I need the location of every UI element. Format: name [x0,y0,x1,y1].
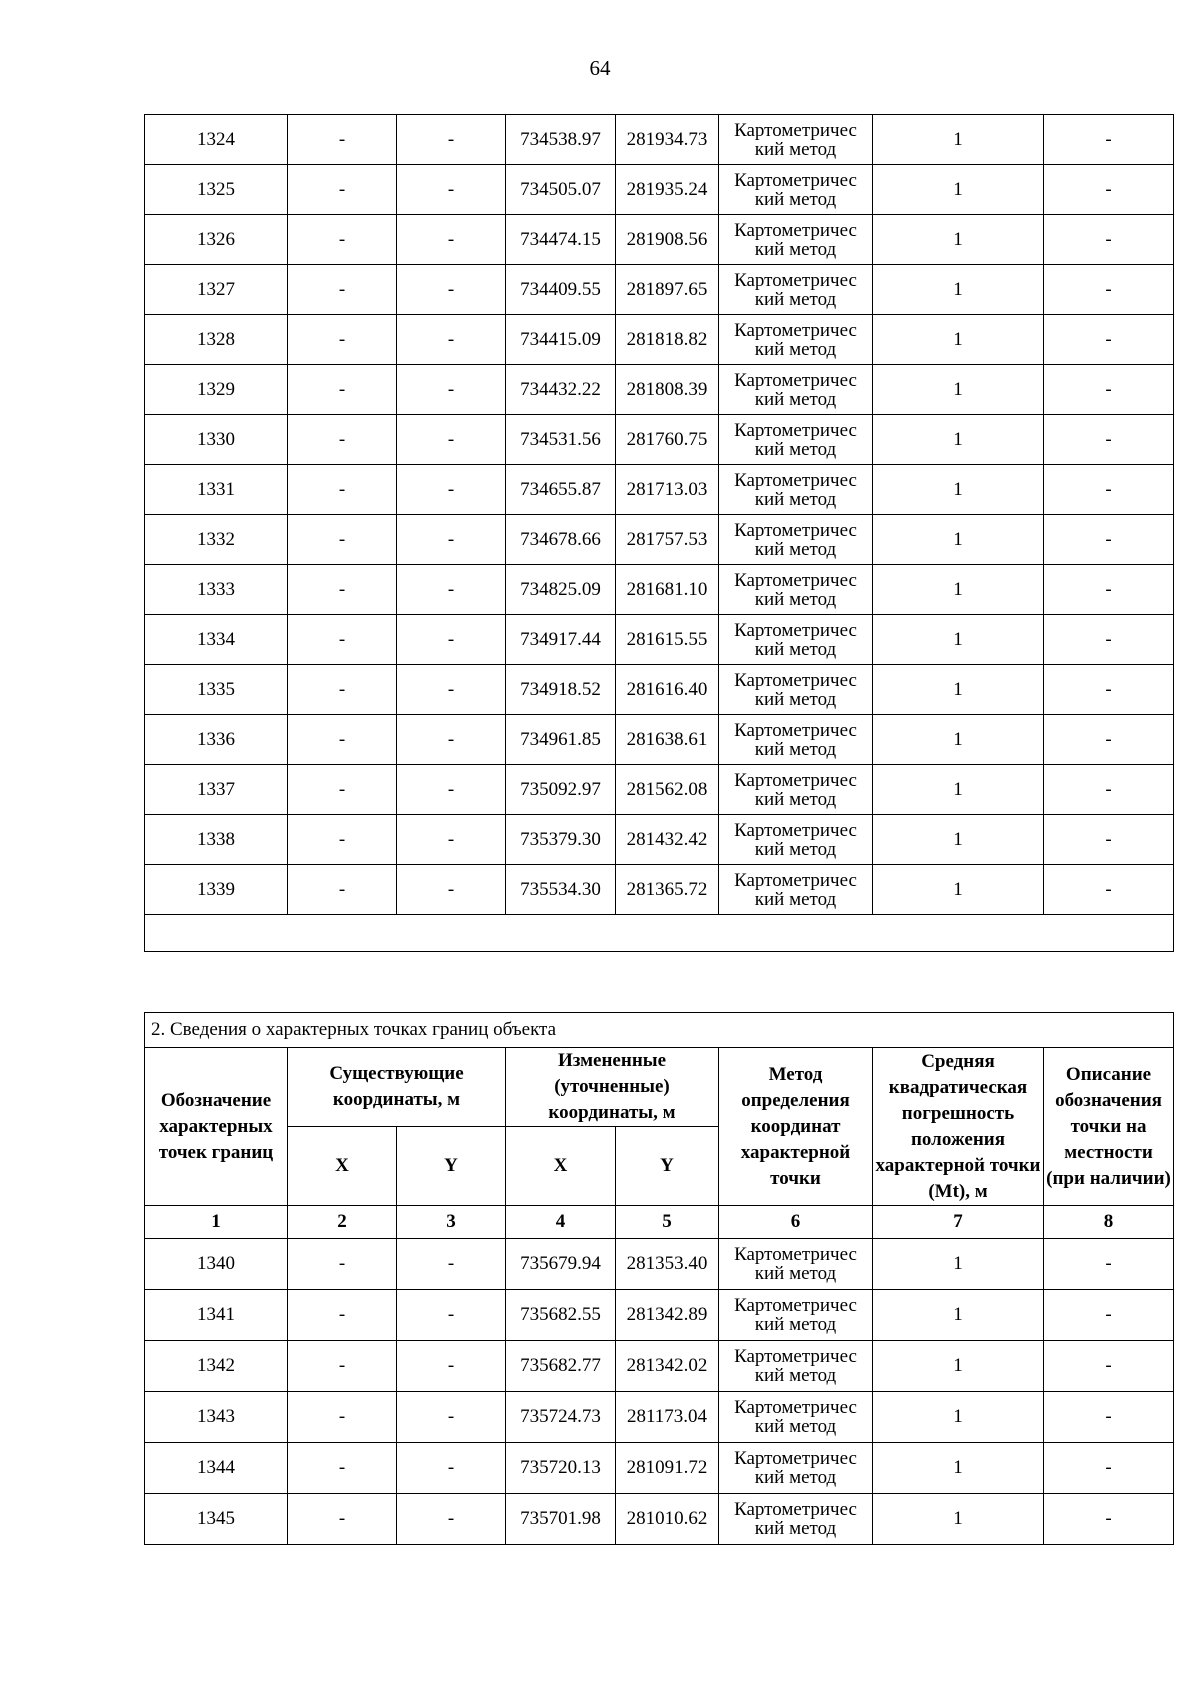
table-row [145,615,1174,665]
cell-point-id: 1332 [145,515,288,565]
table-row [145,415,1174,465]
cell-changed-y: 281935.24 [616,165,719,215]
cell-point-id: 1344 [145,1443,288,1494]
cell-mean-error: 1 [873,165,1044,215]
cell-existing-x: - [288,415,397,465]
cell-changed-x: 735720.13 [506,1443,616,1494]
cell-method [719,865,873,915]
cell-changed-y: 281760.75 [616,415,719,465]
column-number: 7 [873,1206,1044,1239]
cell-description: - [1044,265,1174,315]
cell-changed-x: 734531.56 [506,415,616,465]
cell-changed-y: 281365.72 [616,865,719,915]
cell-changed-y: 281173.04 [616,1392,719,1443]
cell-changed-x: 734825.09 [506,565,616,615]
cell-mean-error: 1 [873,215,1044,265]
method-text-line: Картометричес [734,719,857,741]
cell-description: - [1044,615,1174,665]
method-text-line: Картометричес [734,569,857,591]
cell-existing-y: - [397,315,506,365]
cell-existing-x: - [288,1494,397,1545]
method-text-line: Картометричес [734,1244,857,1265]
table-row [145,865,1174,915]
method-text-line: Картометричес [734,619,857,641]
cell-changed-y: 281681.10 [616,565,719,615]
method-text-line: кий метод [754,538,837,560]
cell-existing-x: - [288,365,397,415]
cell-existing-y: - [397,815,506,865]
cell-existing-y: - [397,1239,506,1290]
cell-existing-y: - [397,1443,506,1494]
cell-changed-x: 734505.07 [506,165,616,215]
cell-changed-y: 281616.40 [616,665,719,715]
boundary-points-table [144,1012,1174,1545]
cell-point-id: 1327 [145,265,288,315]
cell-existing-y: - [397,115,506,165]
cell-description: - [1044,565,1174,615]
cell-changed-y: 281757.53 [616,515,719,565]
cell-point-id: 1338 [145,815,288,865]
method-text-line: кий метод [754,138,837,160]
cell-description: - [1044,315,1174,365]
cell-mean-error: 1 [873,565,1044,615]
cell-changed-y: 281091.72 [616,1443,719,1494]
cell-mean-error: 1 [873,465,1044,515]
cell-changed-x: 735534.30 [506,865,616,915]
cell-existing-x: - [288,1392,397,1443]
column-number-row [145,1206,1174,1239]
table-row [145,1239,1174,1290]
cell-mean-error: 1 [873,515,1044,565]
method-text-line: Картометричес [734,1397,857,1418]
header-existing-y: Y [397,1127,506,1206]
cell-point-id: 1345 [145,1494,288,1545]
method-text-line: Картометричес [734,1499,857,1520]
table-row [145,115,1174,165]
cell-changed-y: 281908.56 [616,215,719,265]
table-row [145,365,1174,415]
cell-changed-y: 281010.62 [616,1494,719,1545]
method-text-line: Картометричес [734,469,857,491]
cell-changed-y: 281818.82 [616,315,719,365]
cell-changed-x: 734538.97 [506,115,616,165]
cell-description: - [1044,165,1174,215]
cell-method [719,1443,873,1494]
method-text-line: Картометричес [734,119,857,141]
cell-description: - [1044,465,1174,515]
method-text-line: кий метод [754,788,837,810]
cell-existing-x: - [288,265,397,315]
cell-existing-y: - [397,715,506,765]
cell-mean-error: 1 [873,415,1044,465]
header-changed-y: Y [616,1127,719,1206]
cell-existing-x: - [288,715,397,765]
cell-existing-x: - [288,1290,397,1341]
cell-changed-x: 734432.22 [506,365,616,415]
cell-mean-error: 1 [873,1443,1044,1494]
cell-method [719,1494,873,1545]
cell-method [719,1392,873,1443]
table-row [145,665,1174,715]
method-text-line: кий метод [754,588,837,610]
cell-mean-error: 1 [873,665,1044,715]
cell-changed-x: 735682.77 [506,1341,616,1392]
method-text-line: кий метод [754,288,837,310]
method-text-line: Картометричес [734,669,857,691]
cell-description: - [1044,1239,1174,1290]
cell-existing-y: - [397,1494,506,1545]
cell-description: - [1044,1290,1174,1341]
method-text-line: Картометричес [734,769,857,791]
cell-existing-x: - [288,315,397,365]
cell-existing-y: - [397,1392,506,1443]
method-text-line: кий метод [754,738,837,760]
table-row [145,515,1174,565]
table-row [145,815,1174,865]
page-number: 64 [589,56,611,80]
method-text-line: Картометричес [734,1295,857,1316]
cell-method [719,565,873,615]
cell-mean-error: 1 [873,1341,1044,1392]
cell-point-id: 1336 [145,715,288,765]
cell-mean-error: 1 [873,1239,1044,1290]
cell-description: - [1044,815,1174,865]
cell-existing-y: - [397,665,506,715]
cell-changed-x: 734917.44 [506,615,616,665]
cell-changed-x: 735379.30 [506,815,616,865]
cell-changed-x: 735092.97 [506,765,616,815]
method-text-line: кий метод [754,488,837,510]
cell-changed-x: 735679.94 [506,1239,616,1290]
empty-row [145,915,1174,952]
cell-description: - [1044,1392,1174,1443]
method-text-line: Картометричес [734,519,857,541]
column-number: 8 [1044,1206,1174,1239]
cell-existing-x: - [288,1443,397,1494]
cell-changed-y: 281342.02 [616,1341,719,1392]
cell-point-id: 1329 [145,365,288,415]
cell-description: - [1044,515,1174,565]
cell-method [719,465,873,515]
cell-existing-y: - [397,365,506,415]
cell-method [719,515,873,565]
table-row [145,1290,1174,1341]
cell-mean-error: 1 [873,815,1044,865]
method-text-line: Картометричес [734,1346,857,1367]
method-text-line: кий метод [754,1518,837,1539]
cell-changed-x: 734415.09 [506,315,616,365]
header-mean-error: Средняя квадратическая погрешность положения характерной точки (Mt), м [873,1048,1044,1206]
table-row [145,765,1174,815]
table-row [145,315,1174,365]
cell-changed-y: 281432.42 [616,815,719,865]
cell-changed-y: 281562.08 [616,765,719,815]
cell-existing-y: - [397,765,506,815]
cell-mean-error: 1 [873,1494,1044,1545]
method-text-line: Картометричес [734,419,857,441]
method-text-line: кий метод [754,888,837,910]
cell-mean-error: 1 [873,615,1044,665]
method-text-line: кий метод [754,388,837,410]
cell-mean-error: 1 [873,1290,1044,1341]
cell-existing-y: - [397,865,506,915]
cell-existing-y: - [397,515,506,565]
cell-existing-y: - [397,215,506,265]
method-text-line: кий метод [754,438,837,460]
cell-existing-x: - [288,765,397,815]
cell-existing-y: - [397,415,506,465]
method-text-line: Картометричес [734,1448,857,1469]
cell-description: - [1044,665,1174,715]
table-row [145,1494,1174,1545]
cell-description: - [1044,215,1174,265]
empty-cell [145,915,1174,952]
cell-existing-x: - [288,565,397,615]
cell-point-id: 1325 [145,165,288,215]
header-changed-x: X [506,1127,616,1206]
cell-point-id: 1342 [145,1341,288,1392]
column-number: 1 [145,1206,288,1239]
cell-point-id: 1334 [145,615,288,665]
header-changed-coords: Измененные (уточненные) координаты, м [506,1048,719,1127]
cell-description: - [1044,1494,1174,1545]
cell-point-id: 1324 [145,115,288,165]
cell-method [719,115,873,165]
table-row [145,465,1174,515]
cell-existing-x: - [288,215,397,265]
method-text-line: кий метод [754,1365,837,1386]
method-text-line: кий метод [754,338,837,360]
section-title: 2. Сведения о характерных точках границ объекта [145,1013,1174,1048]
cell-point-id: 1331 [145,465,288,515]
column-number: 6 [719,1206,873,1239]
method-text-line: кий метод [754,638,837,660]
cell-mean-error: 1 [873,765,1044,815]
cell-point-id: 1340 [145,1239,288,1290]
cell-changed-y: 281638.61 [616,715,719,765]
cell-changed-x: 734474.15 [506,215,616,265]
cell-changed-x: 734655.87 [506,465,616,515]
cell-mean-error: 1 [873,315,1044,365]
cell-method [719,315,873,365]
method-text-line: Картометричес [734,219,857,241]
cell-existing-y: - [397,615,506,665]
cell-existing-x: - [288,615,397,665]
cell-method [719,265,873,315]
method-text-line: Картометричес [734,319,857,341]
table-row [145,165,1174,215]
cell-existing-y: - [397,265,506,315]
column-number: 5 [616,1206,719,1239]
table-row [145,1392,1174,1443]
method-text-line: Картометричес [734,819,857,841]
cell-existing-x: - [288,165,397,215]
table-row [145,1341,1174,1392]
table-row [145,565,1174,615]
cell-changed-x: 735682.55 [506,1290,616,1341]
method-text-line: кий метод [754,188,837,210]
cell-description: - [1044,1443,1174,1494]
cell-existing-y: - [397,565,506,615]
cell-changed-y: 281353.40 [616,1239,719,1290]
method-text-line: кий метод [754,688,837,710]
header-existing-coords: Существующие координаты, м [288,1048,506,1127]
cell-point-id: 1333 [145,565,288,615]
cell-mean-error: 1 [873,715,1044,765]
table1-body [145,115,1174,952]
cell-method [719,365,873,415]
cell-description: - [1044,115,1174,165]
cell-description: - [1044,1341,1174,1392]
table-row [145,265,1174,315]
cell-changed-y: 281897.65 [616,265,719,315]
cell-method [719,665,873,715]
cell-description: - [1044,365,1174,415]
coordinates-table-continued [144,114,1174,952]
header-designation: Обозначение характерных точек границ [145,1048,288,1206]
cell-changed-x: 734678.66 [506,515,616,565]
cell-changed-x: 734918.52 [506,665,616,715]
method-text-line: кий метод [754,1314,837,1335]
cell-point-id: 1328 [145,315,288,365]
column-number: 4 [506,1206,616,1239]
cell-changed-y: 281615.55 [616,615,719,665]
method-text-line: кий метод [754,1263,837,1284]
method-text-line: Картометричес [734,169,857,191]
cell-method [719,1239,873,1290]
table-row [145,715,1174,765]
cell-existing-x: - [288,815,397,865]
method-text-line: кий метод [754,838,837,860]
method-text-line: Картометричес [734,869,857,891]
cell-existing-x: - [288,465,397,515]
method-text-line: Картометричес [734,369,857,391]
column-number: 2 [288,1206,397,1239]
cell-mean-error: 1 [873,265,1044,315]
cell-point-id: 1337 [145,765,288,815]
cell-method [719,215,873,265]
cell-existing-y: - [397,165,506,215]
method-text-line: кий метод [754,1416,837,1437]
cell-description: - [1044,865,1174,915]
cell-changed-x: 734961.85 [506,715,616,765]
cell-changed-y: 281934.73 [616,115,719,165]
cell-mean-error: 1 [873,115,1044,165]
cell-method [719,1341,873,1392]
cell-point-id: 1326 [145,215,288,265]
method-text-line: кий метод [754,1467,837,1488]
method-text-line: Картометричес [734,269,857,291]
cell-method [719,765,873,815]
cell-method [719,1290,873,1341]
table-row [145,1443,1174,1494]
cell-method [719,715,873,765]
header-description: Описание обозначения точки на местности (при наличии) [1044,1048,1174,1206]
cell-changed-y: 281713.03 [616,465,719,515]
cell-existing-y: - [397,1290,506,1341]
cell-changed-x: 734409.55 [506,265,616,315]
header-method: Метод определения координат характерной точки [719,1048,873,1206]
header-existing-x: X [288,1127,397,1206]
cell-description: - [1044,415,1174,465]
cell-existing-x: - [288,515,397,565]
cell-existing-x: - [288,665,397,715]
cell-method [719,415,873,465]
cell-method [719,615,873,665]
cell-changed-y: 281808.39 [616,365,719,415]
cell-description: - [1044,765,1174,815]
cell-point-id: 1330 [145,415,288,465]
cell-mean-error: 1 [873,865,1044,915]
cell-description: - [1044,715,1174,765]
cell-method [719,815,873,865]
cell-changed-y: 281342.89 [616,1290,719,1341]
cell-mean-error: 1 [873,365,1044,415]
cell-existing-x: - [288,1239,397,1290]
cell-point-id: 1343 [145,1392,288,1443]
cell-method [719,165,873,215]
cell-mean-error: 1 [873,1392,1044,1443]
table-row [145,215,1174,265]
table2-body [145,1239,1174,1545]
cell-point-id: 1339 [145,865,288,915]
cell-changed-x: 735701.98 [506,1494,616,1545]
method-text-line: кий метод [754,238,837,260]
cell-existing-x: - [288,115,397,165]
cell-existing-x: - [288,865,397,915]
column-number: 3 [397,1206,506,1239]
cell-existing-y: - [397,465,506,515]
cell-changed-x: 735724.73 [506,1392,616,1443]
cell-existing-x: - [288,1341,397,1392]
cell-point-id: 1341 [145,1290,288,1341]
cell-existing-y: - [397,1341,506,1392]
cell-point-id: 1335 [145,665,288,715]
